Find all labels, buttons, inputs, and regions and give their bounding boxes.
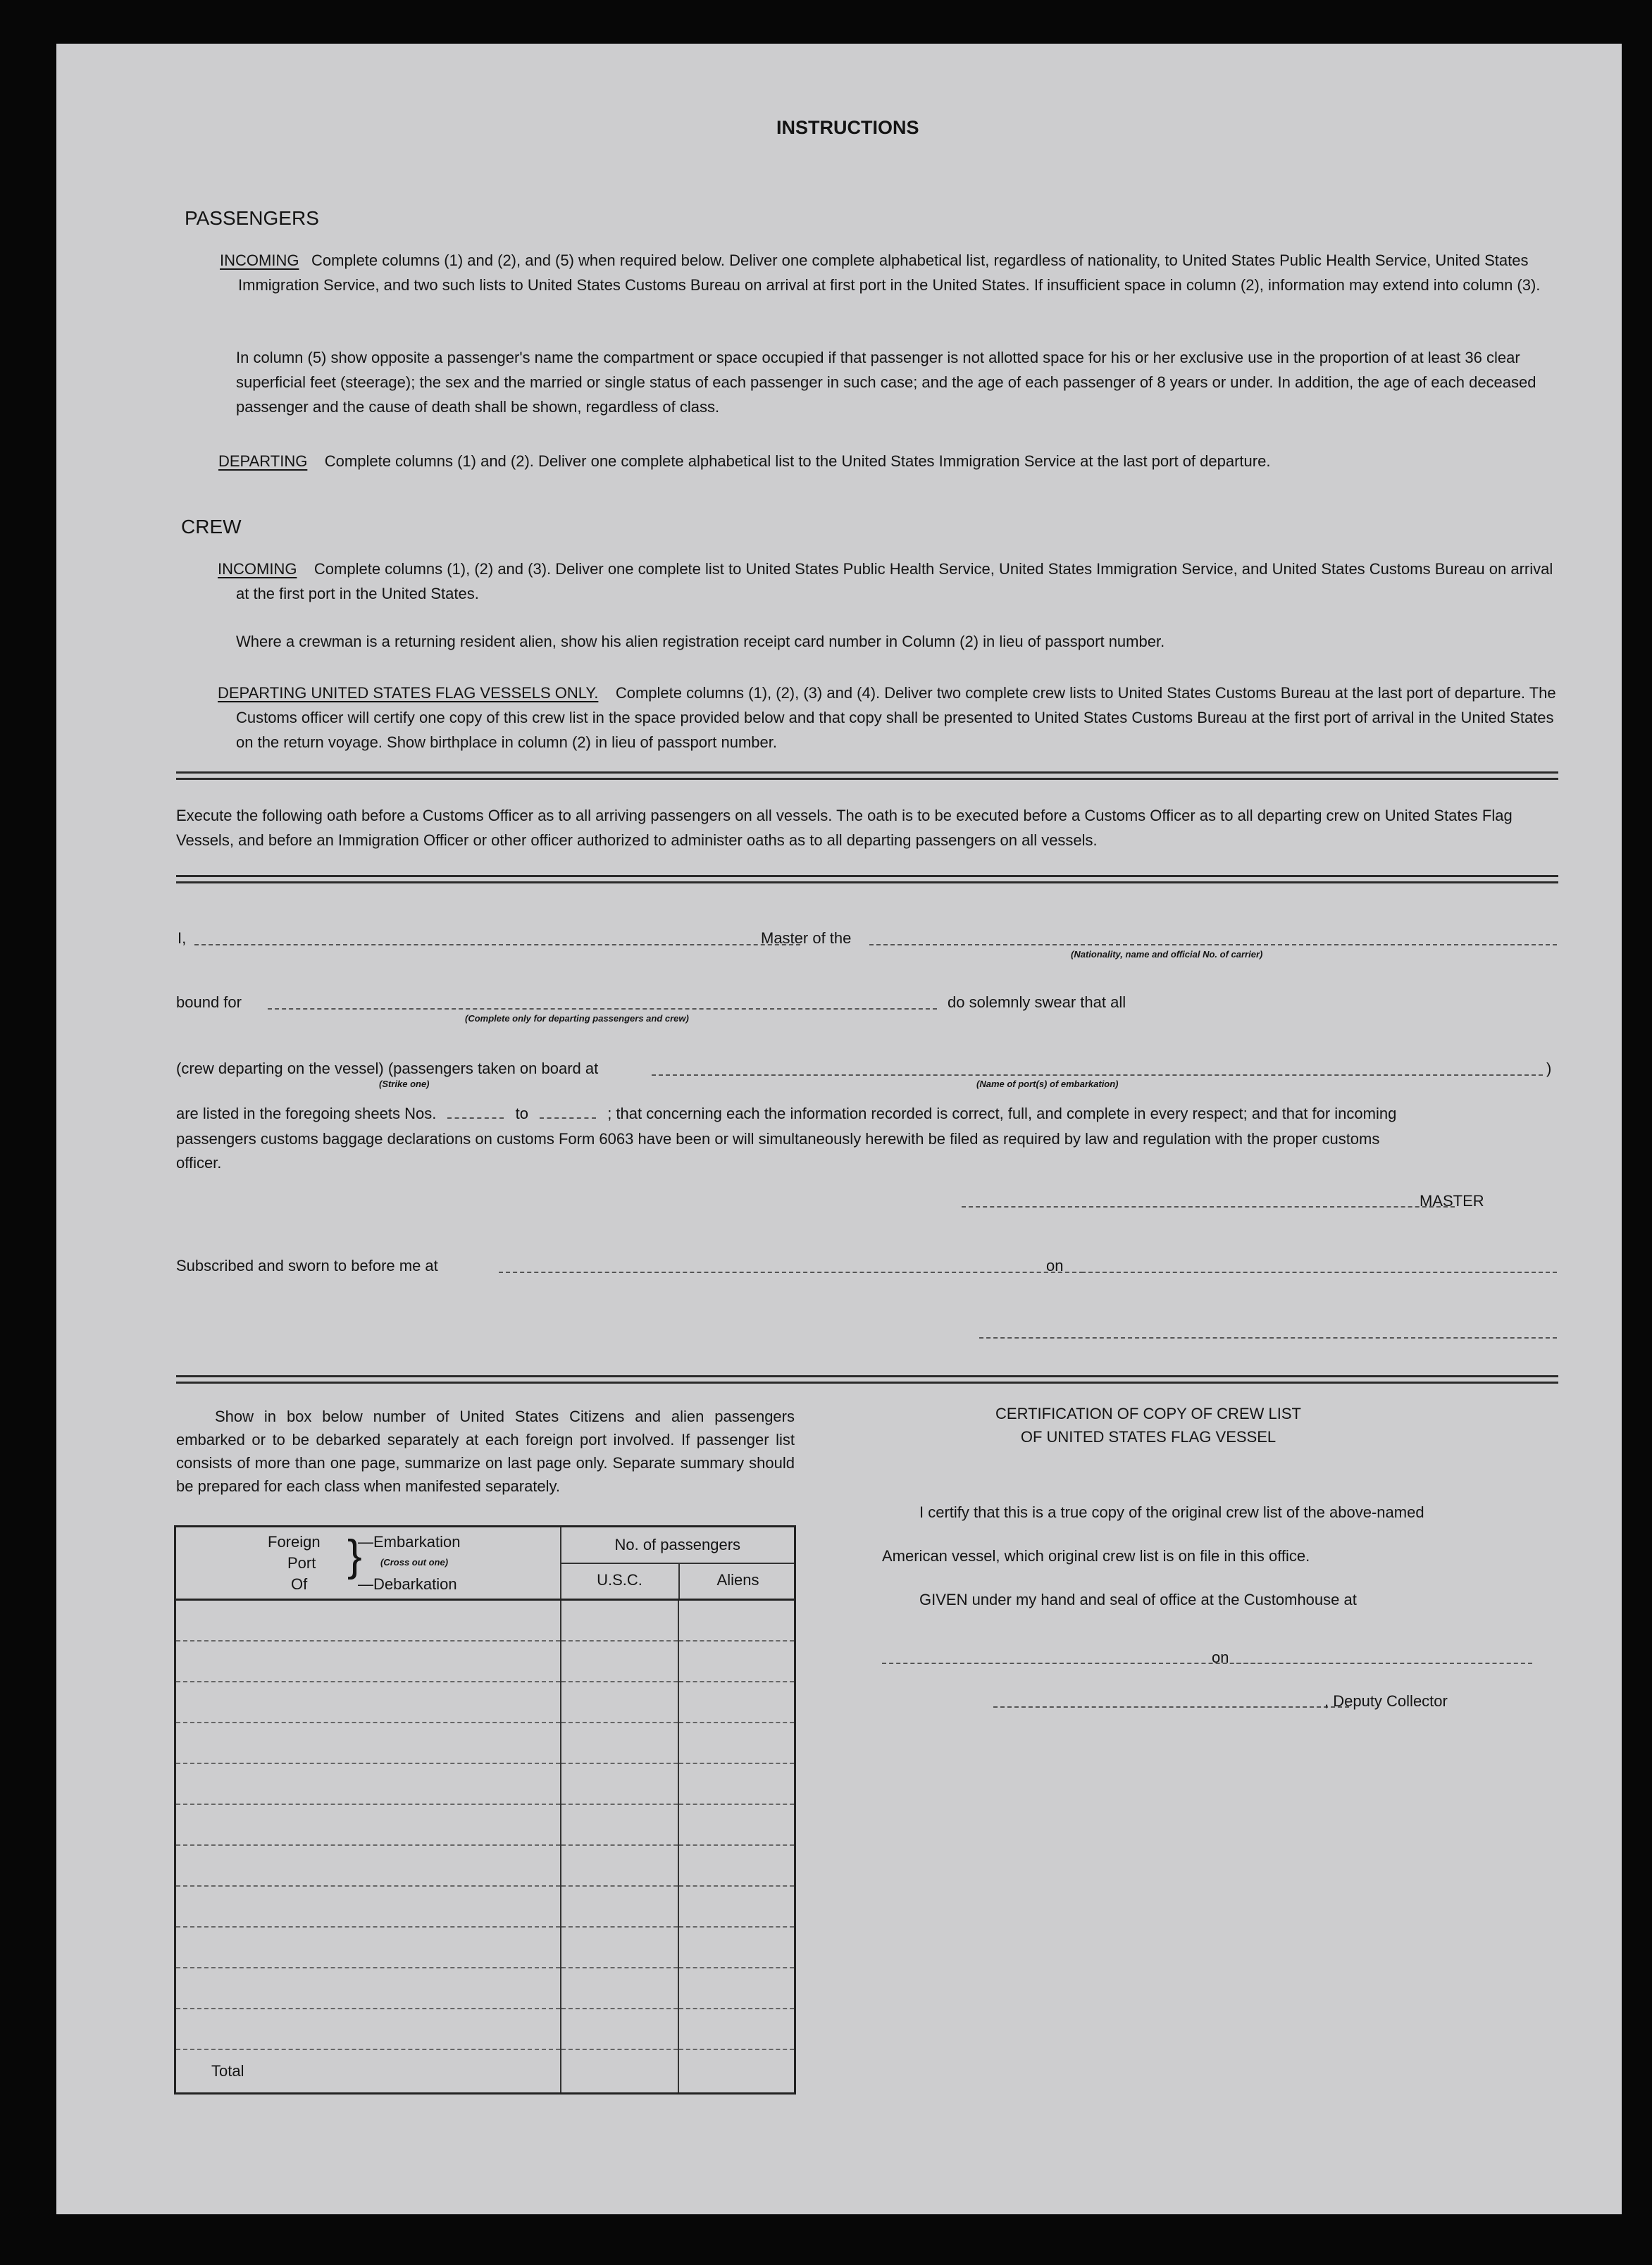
certification-date-field-line[interactable]: [1236, 1663, 1532, 1664]
table-row-aliens-cell[interactable]: [678, 1886, 795, 1927]
foreign-port-header: [175, 1527, 561, 1600]
passengers-heading: PASSENGERS: [185, 207, 319, 229]
table-row-aliens-cell[interactable]: [678, 1600, 795, 1642]
usc-label: U.S.C.: [597, 1571, 642, 1589]
listed-prefix: are listed in the foregoing sheets Nos.: [176, 1105, 437, 1122]
table-row-usc-cell[interactable]: [561, 1600, 678, 1642]
aliens-label: Aliens: [716, 1571, 759, 1589]
double-rule: [176, 875, 1558, 883]
crew-incoming-block: [218, 557, 1558, 606]
certify-line-2: American vessel, which original crew list is on file in this office.: [882, 1547, 1310, 1565]
debarkation-label: —Debarkation: [358, 1575, 457, 1593]
of-label: Of: [291, 1575, 308, 1593]
passengers-incoming-text-block: [238, 248, 1558, 297]
table-row-port-cell[interactable]: [175, 1927, 561, 1968]
bound-for-label: bound for: [176, 993, 242, 1011]
table-row-port-cell[interactable]: [175, 1886, 561, 1927]
table-row-usc-cell[interactable]: [561, 1968, 678, 2009]
port-note: (Name of port(s) of embarkation): [976, 1079, 1119, 1089]
subscribed-label: Subscribed and sworn to before me at: [176, 1257, 438, 1274]
double-rule: [176, 771, 1558, 780]
certification-title-line2: OF UNITED STATES FLAG VESSEL: [1020, 1428, 1277, 1446]
listed-line-2: passengers customs baggage declarations on customs Form 6063 have been or will simultaneously herewith be filed as required by law and regulation with the proper customs: [176, 1130, 1380, 1148]
officer-signature-line[interactable]: [979, 1337, 1557, 1339]
no-of-passengers-label: No. of passengers: [614, 1536, 741, 1553]
summary-instruction: Show in box below number of United States Citizens and alien passengers embarked or to be debarked separately at each foreign port involved. If passenger list consists of more than one page, summarize on last page only. Separate summary should be prepared for each class when manifested separately.: [176, 1408, 795, 1495]
crew-departing-text: Complete columns (1), (2), (3) and (4). Deliver two complete crew lists to United States Customs Bureau at the last port of departure. The Customs officer will certify one copy of this crew list in the space provided below and that copy shall be presented to United States Customs Bureau at the first port of arrival in the United States on the return voyage. Show birthplace in column (2) in lieu of passport number.: [236, 684, 1556, 751]
to-label: to: [515, 1105, 528, 1122]
table-row-aliens-cell[interactable]: [678, 1845, 795, 1886]
table-row-aliens-cell[interactable]: [678, 1723, 795, 1763]
table-row-aliens-cell[interactable]: [678, 1927, 795, 1968]
strike-one-note: (Strike one): [379, 1079, 430, 1089]
table-row-port-cell[interactable]: [175, 1763, 561, 1804]
certification-title-line1: CERTIFICATION OF COPY OF CREW LIST: [995, 1405, 1301, 1422]
subscribed-date-field-line[interactable]: [1081, 1272, 1557, 1273]
carrier-field-line[interactable]: [869, 944, 1557, 945]
table-row-port-cell[interactable]: [175, 1600, 561, 1642]
close-paren: ): [1546, 1060, 1552, 1077]
table-row-usc-cell[interactable]: [561, 1641, 678, 1682]
table-row-aliens-cell[interactable]: [678, 1968, 795, 2009]
table-row-usc-cell[interactable]: [561, 1763, 678, 1804]
crew-incoming-label: INCOMING: [218, 560, 297, 578]
certify-line-1: I certify that this is a true copy of the original crew list of the above-named: [919, 1503, 1424, 1521]
table-row-port-cell[interactable]: [175, 1723, 561, 1763]
listed-line-1: [176, 1105, 1396, 1123]
table-row-port-cell[interactable]: [175, 1968, 561, 2009]
table-row-port-cell[interactable]: [175, 2009, 561, 2049]
bound-for-note: (Complete only for departing passengers and crew): [465, 1013, 689, 1024]
table-row-usc-cell[interactable]: [561, 1886, 678, 1927]
table-row-port-cell[interactable]: [175, 1845, 561, 1886]
table-row-port-cell[interactable]: [175, 1641, 561, 1682]
table-row-usc-cell[interactable]: [561, 2009, 678, 2049]
table-row-usc-cell[interactable]: [561, 1804, 678, 1845]
passenger-summary-table: [174, 1525, 796, 2095]
carrier-note: (Nationality, name and official No. of carrier): [1071, 949, 1263, 960]
total-label: Total: [211, 2062, 244, 2080]
sheet-from-field[interactable]: [447, 1117, 504, 1119]
port-embarkation-field-line[interactable]: [652, 1074, 1543, 1076]
foreign-label: Foreign: [268, 1533, 321, 1551]
name-field-line[interactable]: [194, 944, 800, 945]
sheet-to-field[interactable]: [540, 1117, 596, 1119]
crew-heading: CREW: [181, 516, 242, 538]
crew-departing-label: DEPARTING UNITED STATES FLAG VESSELS ONLY.: [218, 684, 599, 702]
crew-resident-alien-text: Where a crewman is a returning resident alien, show his alien registration receipt card number in Column (2) in lieu of passport number.: [236, 633, 1165, 650]
total-usc-cell[interactable]: [561, 2049, 678, 2094]
table-row-usc-cell[interactable]: [561, 1845, 678, 1886]
deputy-signature-line[interactable]: [993, 1706, 1349, 1708]
table-row-usc-cell[interactable]: [561, 1723, 678, 1763]
crew-departing-block: [218, 681, 1558, 755]
master-label: MASTER: [1420, 1192, 1484, 1210]
subscribed-on-label: on: [1046, 1257, 1064, 1274]
passengers-column5-text: In column (5) show opposite a passenger's name the compartment or space occupied if that passenger is not allotted space for his or her exclusive use in the proportion of at least 36 clear superficial feet (steerage); the sex and the married or single status of each passenger in such case; and the age of each passenger of 8 years or under. In addition, the age of each deceased passenger and the cause of death shall be shown, regardless of class.: [236, 349, 1536, 416]
customhouse-field-line[interactable]: [882, 1663, 1255, 1664]
form-sheet: [56, 44, 1622, 2214]
table-row-usc-cell[interactable]: [561, 1927, 678, 1968]
cross-out-note: (Cross out one): [380, 1557, 449, 1568]
instructions-title: INSTRUCTIONS: [776, 117, 919, 138]
table-row-port-cell[interactable]: [175, 1682, 561, 1723]
passengers-incoming-label: INCOMING: [220, 252, 299, 269]
deputy-collector-label: , Deputy Collector: [1324, 1692, 1448, 1710]
certification-on-label: on: [1212, 1649, 1229, 1666]
total-aliens-cell[interactable]: [678, 2049, 795, 2094]
table-row-aliens-cell[interactable]: [678, 1804, 795, 1845]
master-signature-line[interactable]: [962, 1206, 1455, 1208]
oath-instruction-text: Execute the following oath before a Customs Officer as to all arriving passengers on all vessels. The oath is to be executed before a Customs Officer as to all departing crew on United States Flag Vessels, and before an Immigration Officer or other officer authorized to administer oaths as to all departing passengers on all vessels.: [176, 807, 1513, 849]
embarkation-label: —Embarkation: [358, 1533, 461, 1551]
listed-line-3: officer.: [176, 1154, 222, 1172]
table-row-aliens-cell[interactable]: [678, 1682, 795, 1723]
port-label: Port: [287, 1554, 316, 1572]
crew-incoming-text: Complete columns (1), (2) and (3). Deliver one complete list to United States Public Health Service, United States Immigration Service, and United States Customs Bureau on arrival at the first port in the United States.: [236, 560, 1553, 602]
crew-departing-text-line: (crew departing on the vessel) (passengers taken on board at: [176, 1060, 599, 1077]
swear-text: do solemnly swear that all: [948, 993, 1126, 1011]
passengers-count-header: [561, 1527, 795, 1600]
passengers-departing-text: Complete columns (1) and (2). Deliver one complete alphabetical list to the United States Immigration Service at the last port of departure.: [324, 452, 1271, 470]
bound-for-field-line[interactable]: [268, 1008, 937, 1010]
master-of-the-label: Master of the: [761, 929, 852, 947]
table-row-port-cell[interactable]: [175, 1804, 561, 1845]
brace-icon: }: [347, 1532, 362, 1580]
table-row-aliens-cell[interactable]: [678, 1641, 795, 1682]
given-line: GIVEN under my hand and seal of office at the Customhouse at: [919, 1591, 1357, 1608]
passengers-departing-label: DEPARTING: [218, 452, 308, 470]
subscribed-place-field-line[interactable]: [499, 1272, 1083, 1273]
table-row-aliens-cell[interactable]: [678, 1763, 795, 1804]
table-row-aliens-cell[interactable]: [678, 2009, 795, 2049]
table-row-usc-cell[interactable]: [561, 1682, 678, 1723]
listed-rest: ; that concerning each the information recorded is correct, full, and complete in every respect; and that for incoming: [607, 1105, 1397, 1122]
double-rule: [176, 1375, 1558, 1384]
oath-i-label: I,: [178, 929, 187, 947]
passengers-incoming-text: Complete columns (1) and (2), and (5) when required below. Deliver one complete alphabetical list, regardless of nationality, to United States Public Health Service, United States Immigration Service, and two such lists to United States Customs Bureau on arrival at first port in the United States. If insufficient space in column (2), information may extend into column (3).: [238, 252, 1541, 294]
passengers-departing-line: [218, 452, 1270, 471]
